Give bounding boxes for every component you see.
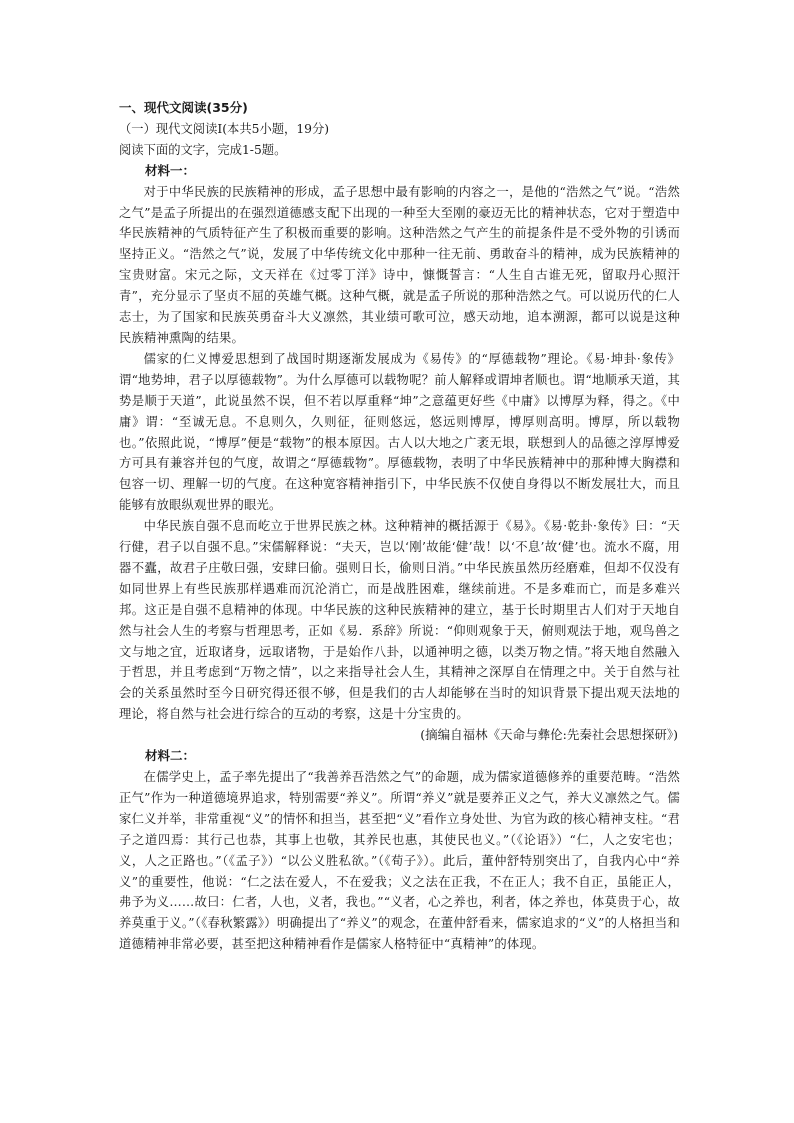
- material-one-paragraph-3: 中华民族自强不息而屹立于世界民族之林。这种精神的概括源于《易》。《易·乾卦·象传》曰：“天行健，君子以自强不息。”宋儒解释说：“夫天，岂以‘刚’故能‘健’哉！以‘不息’故‘健’也。流水不腐，用器不蠹，故君子庄敬曰强，安肆曰偷。强则日长，偷则日消。”中华民族虽然历经磨难，但却不仅没有如同世界上有些民族那样遇难而沉沦消亡，而是战胜困难，继续前进。不是多难而亡，而是多难兴邦。这正是自强不息精神的体现。中华民族的这种民族精神的建立，基于长时期里古人们对于天地自然与社会人生的考察与哲理思考，正如《易．系辞》所说：“仰则观象于天，俯则观法于地，观鸟兽之文与地之宜，近取诸身，远取诸物，于是始作八卦，以通神明之德，以类万物之情。”将天地自然融入于哲思，并且考虑到“万物之情”，以之来指导社会人生，其精神之深厚自在情理之中。关于自然与社会的关系虽然时至今日研究得还很不够，但是我们的古人却能够在当时的知识背景下提出观天法地的理论，将自然与社会进行综合的互动的考察，这是十分宝贵的。: [119, 519, 680, 722]
- material-one-paragraph-1: 对于中华民族的民族精神的形成，孟子思想中最有影响的内容之一，是他的“浩然之气”说。“浩然之气”是孟子所提出的在强烈道德感支配下出现的一种至大至刚的豪迈无比的精神状态，它对于塑造中华民族精神的气质特征产生了积极而重要的影响。这种浩然之气产生的前提条件是不受外物的引诱而坚持正义。“浩然之气”说，发展了中华传统文化中那种一往无前、勇敢奋斗的精神，成为民族精神的宝贵财富。宋元之际，文天祥在《过零丁洋》诗中，慷慨誓言：“人生自古谁无死，留取丹心照汗青”，充分显示了坚贞不屈的英雄气概。这种气概，就是孟子所说的那种浩然之气。可以说历代的仁人志士，为了国家和民族英勇奋斗大义凛然，其业绩可歌可泣，感天动地，追本溯源，都可以说是这种民族精神熏陶的结果。: [119, 184, 680, 345]
- material-one-source: (摘编自福林《天命与彝伦:先秦社会思想探研》): [420, 727, 678, 743]
- material-two-paragraph-1: 在儒学史上，孟子率先提出了“我善养吾浩然之气”的命题，成为儒家道德修养的重要范畴。“浩然正气”作为一种道德境界追求，特别需要“养义”。所谓“养义”就是要养正义之气，养大义凛然之气。儒家仁义并举，非常重视“义”的情怀和担当，甚至把“义”看作立身处世、为官为政的核心精神支柱。“君子之道四焉：其行己也恭，其事上也敬，其养民也惠，其使民也义。”（《论语》）“仁，人之安宅也；义，人之正路也。”（《孟子》）“以公义胜私欲。”（《荀子》）。此后，董仲舒特别突出了，自我内心中“养义”的重要性，他说：“仁之法在爱人，不在爱我；义之法在正我，不在正人；我不自正，虽能正人，弗予为义……故曰：仁者，人也，义者，我也。”“义者，心之养也，利者，体之养也，体莫贵于心，故养莫重于义。”（《春秋繁露》）明确提出了“养义”的观念，在董仲舒看来，儒家追求的“义”的人格担当和道德精神非常必要，甚至把这种精神看作是儒家人格特征中“真精神”的体现。: [119, 770, 680, 952]
- subsection-title: （一）现代文阅读Ⅰ(本共5小题，19分): [119, 121, 330, 136]
- instruction: 阅读下面的文字，完成1-5题。: [119, 142, 287, 157]
- material-one-paragraph-2: 儒家的仁义博爱思想到了战国时期逐渐发展成为《易传》的“厚德载物”理论。《易·坤卦·象传》谓“地势坤，君子以厚德载物”。为什么厚德可以载物呢？前人解释或谓坤者顺也。谓“地顺承天道，其势是顺于天道”，此说虽然不误，但不若以厚重释“坤”之意蕴更好些《中庸》以博厚为释，得之。《中庸》谓：“至诚无息。不息则久，久则征，征则悠远，悠远则博厚，博厚则高明。博厚，所以载物也。”依照此说，“博厚”便是“载物”的根本原因。古人以大地之广袤无垠，联想到人的品德之淳厚博爱方可具有兼容并包的气度，故谓之“厚德载物”。厚德载物，表明了中华民族精神中的那种博大胸襟和包容一切、理解一切的气度。在这种宽容精神指引下，中华民族不仅使自身得以不断发展壮大，而且能够有放眼纵观世界的眼光。: [119, 351, 680, 513]
- section-title: 一、现代文阅读(35分): [119, 100, 248, 115]
- material-two-label: 材料二：: [145, 748, 196, 764]
- material-one-label: 材料一：: [145, 162, 196, 178]
